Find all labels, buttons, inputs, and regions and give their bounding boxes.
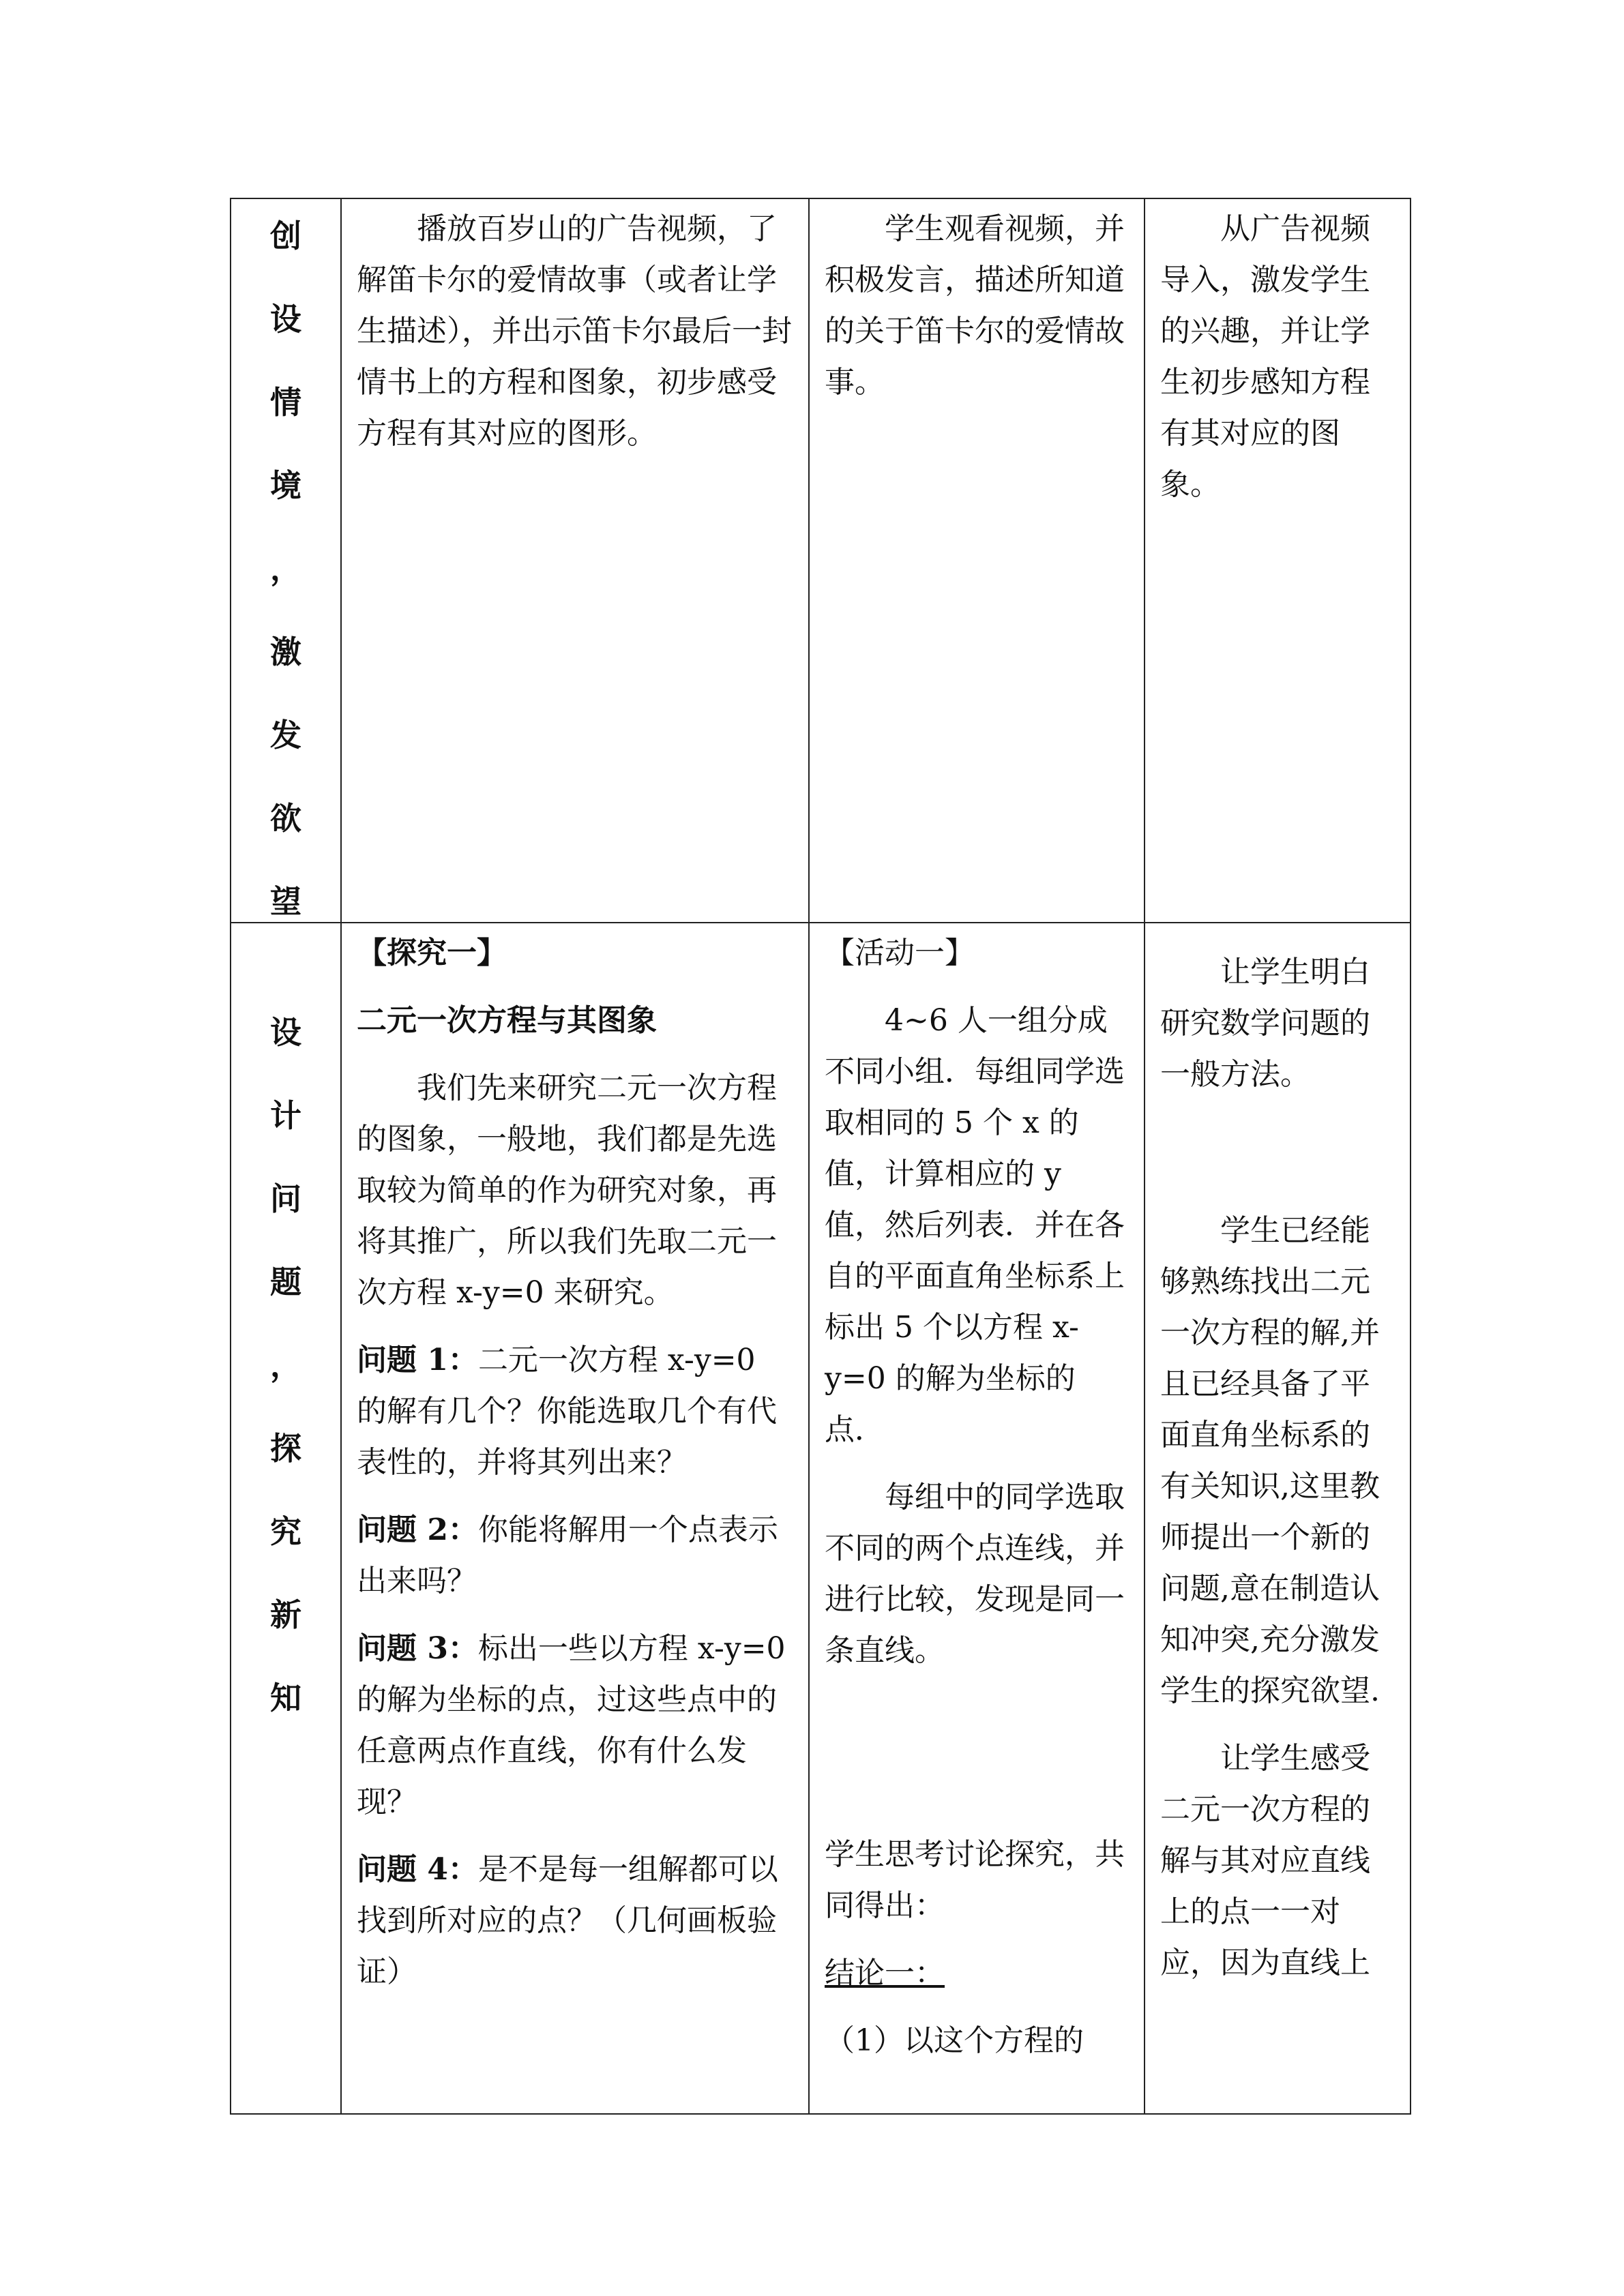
activity-paragraph: 4~6 人一组分成不同小组．每组同学选取相同的 5 个 x 的值，计算相应的 y 值，然后列表．并在各自的平面直角坐标系上标出 5 个以方程 x-y=0 的解为坐标的点．: [825, 1003, 1125, 1447]
inquiry-heading: 【探究一】: [357, 936, 507, 970]
spacer: [1160, 927, 1395, 946]
stage-label-create-situation: 创 设 情 境 ， 激 发 欲 望: [270, 218, 301, 920]
design-intent-cell: [1145, 198, 1411, 923]
question-text: 你能将解用一个点表示出来吗？: [357, 1512, 778, 1598]
question-text: 二元一次方程 x-y=0 的解有几个？你能选取几个有代表性的，并将其列出来？: [357, 1343, 777, 1480]
stage-cell: [231, 198, 341, 923]
spacer: [825, 1693, 1129, 1829]
question-3: [357, 1623, 793, 1828]
table-row: [231, 923, 1411, 2114]
intent-paragraph: 让学生感受二元一次方程的解与其对应直线上的点一一对应，因为直线上: [1160, 1741, 1370, 1980]
question-text: 是不是每一组解都可以找到所对应的点？（几何画板验证）: [357, 1852, 778, 1989]
spacer: [1160, 1116, 1395, 1205]
question-4: [357, 1844, 793, 1997]
stage-label-explore-new-knowledge: 设 计 问 题 ， 探 究 新 知: [270, 1014, 301, 1716]
inquiry-intro: 我们先来研究二元一次方程的图象，一般地，我们都是先选取较为简单的作为研究对象，再将其推广，所以我们先取二元一次方程 x-y=0 来研究。: [357, 1071, 777, 1310]
teacher-activity-text: 播放百岁山的广告视频，了解笛卡尔的爱情故事（或者让学生描述），并出示笛卡尔最后一封情书上的方程和图象，初步感受方程有其对应的图形。: [357, 211, 792, 451]
lesson-plan-table: [230, 198, 1411, 2115]
teacher-activity-cell: [341, 923, 809, 2114]
question-2: [357, 1504, 793, 1607]
stage-cell: [231, 923, 341, 2114]
student-activity-text: 学生观看视频，并积极发言，描述所知道的关于笛卡尔的爱情故事。: [825, 211, 1125, 400]
intent-paragraph: 让学生明白研究数学问题的一般方法。: [1160, 955, 1370, 1092]
student-activity-cell: [809, 923, 1145, 2114]
design-intent-text: 从广告视频导入，激发学生的兴趣，并让学生初步感知方程有其对应的图象。: [1160, 211, 1370, 502]
teacher-activity-cell: [341, 198, 809, 923]
activity-paragraph: 学生思考讨论探究，共同得出：: [825, 1837, 1125, 1923]
question-label: 问题 2：: [357, 1512, 478, 1547]
activity-paragraph: 每组中的同学选取不同的两个点连线，并进行比较，发现是同一条直线。: [825, 1480, 1125, 1668]
conclusion-label: 结论一：: [825, 1956, 945, 1991]
question-label: 问题 4：: [357, 1852, 478, 1887]
table-row: [231, 198, 1411, 923]
question-1: [357, 1335, 793, 1488]
inquiry-subheading: 二元一次方程与其图象: [357, 1003, 657, 1038]
student-activity-cell: [809, 198, 1145, 923]
design-intent-cell: [1145, 923, 1411, 2114]
activity-heading: 【活动一】: [825, 936, 975, 970]
question-label: 问题 1：: [357, 1343, 478, 1377]
question-text: 标出一些以方程 x-y=0 的解为坐标的点，过这些点中的任意两点作直线，你有什么发现？: [357, 1631, 786, 1819]
question-label: 问题 3：: [357, 1631, 478, 1666]
intent-paragraph: 学生已经能够熟练找出二元一次方程的解,并且已经具备了平面直角坐标系的有关知识,这里教师提出一个新的问题,意在制造认知冲突,充分激发学生的探究欲望.: [1160, 1213, 1380, 1708]
conclusion-item: （1）以这个方程的: [825, 2023, 1084, 2058]
